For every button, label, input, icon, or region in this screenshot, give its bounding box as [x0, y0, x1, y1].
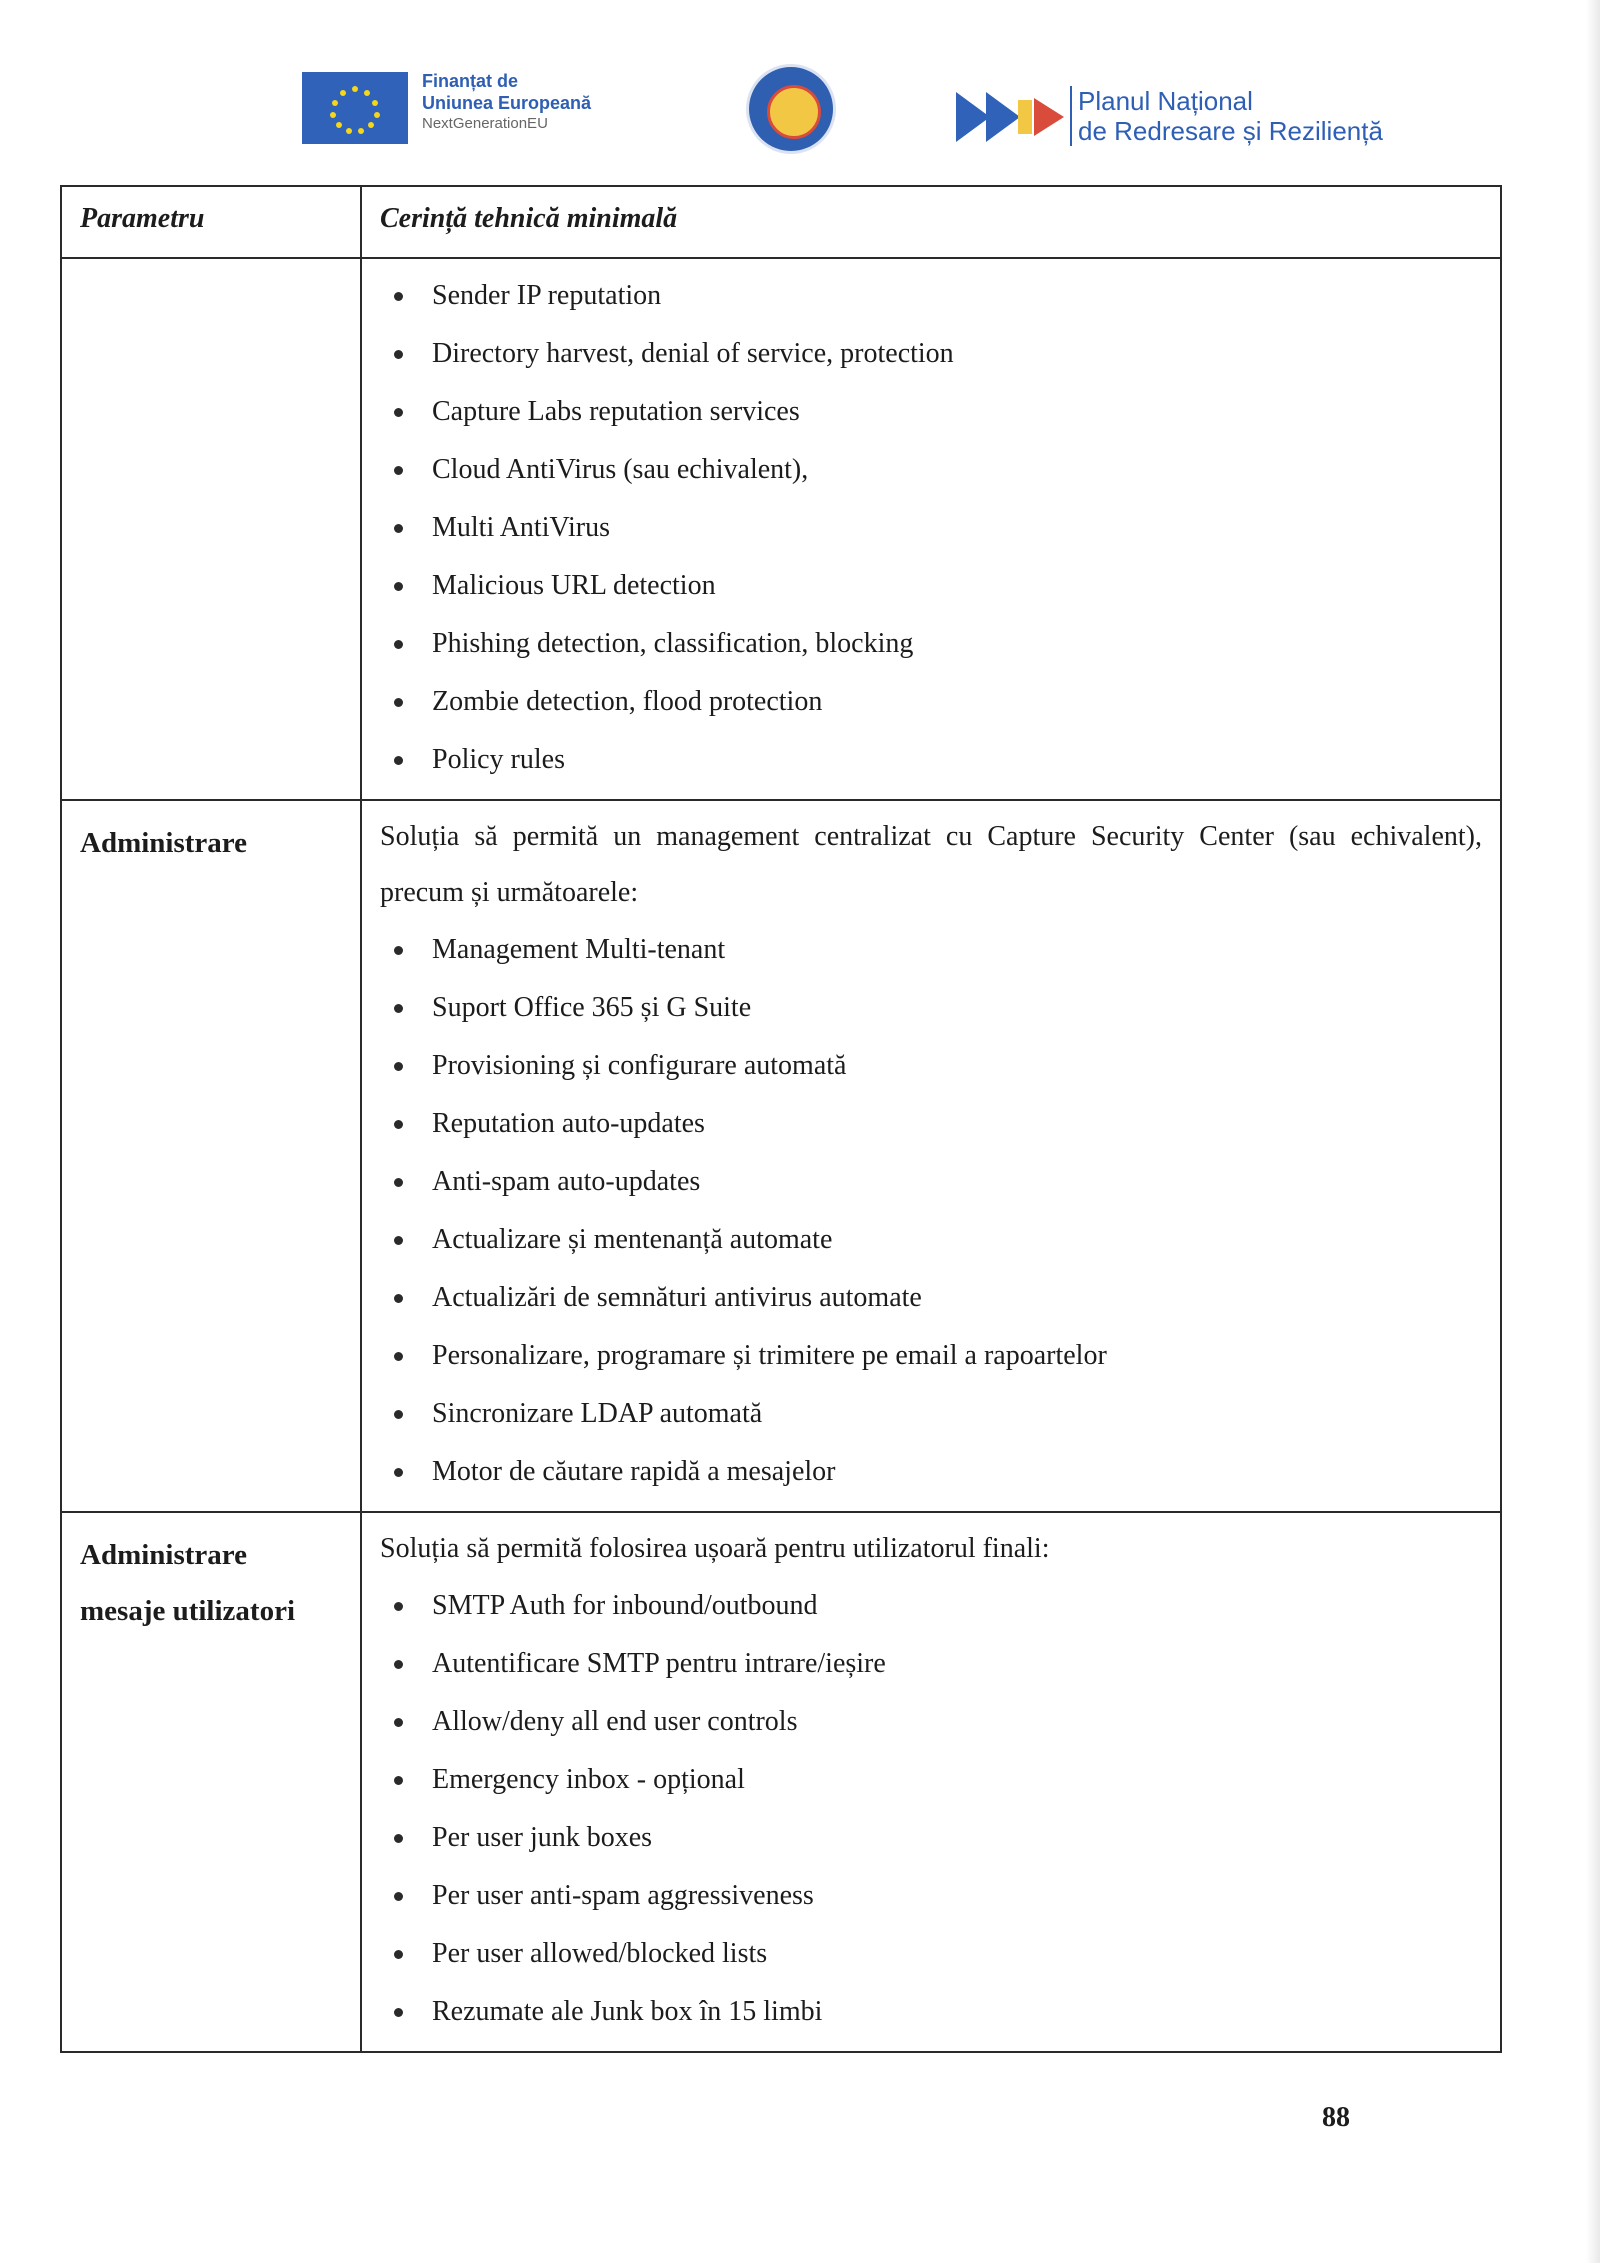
- list-item: Per user junk boxes: [380, 1809, 1482, 1867]
- list-item: Zombie detection, flood protection: [380, 673, 1482, 731]
- romanian-government-seal-logo: [746, 64, 836, 154]
- list-item: Allow/deny all end user controls: [380, 1693, 1482, 1751]
- eu-flag-logo: [302, 72, 408, 144]
- column-header-requirement: Cerință tehnică minimală: [361, 186, 1501, 258]
- technical-requirements-table: [60, 185, 1502, 2053]
- list-item: Emergency inbox - opțional: [380, 1751, 1482, 1809]
- list-item: SMTP Auth for inbound/outbound: [380, 1577, 1482, 1635]
- requirement-cell: [361, 800, 1501, 1512]
- list-item: Per user allowed/blocked lists: [380, 1925, 1482, 1983]
- list-item: Anti-spam auto-updates: [380, 1153, 1482, 1211]
- list-item: Actualizare și mentenanță automate: [380, 1211, 1482, 1269]
- parameter-cell: [61, 1512, 361, 2052]
- requirement-list: [380, 267, 1482, 789]
- list-item: Directory harvest, denial of service, protection: [380, 325, 1482, 383]
- eu-line-3: NextGenerationEU: [422, 115, 548, 132]
- requirement-list: [380, 1577, 1482, 2041]
- pnrr-line-1: Planul Național: [1078, 86, 1253, 116]
- list-item: Autentificare SMTP pentru intrare/ieșire: [380, 1635, 1482, 1693]
- table-row: [61, 800, 1501, 1512]
- list-item: Multi AntiVirus: [380, 499, 1482, 557]
- list-item: Personalizare, programare și trimitere pe email a rapoartelor: [380, 1327, 1482, 1385]
- parameter-line-2: mesaje utilizatori: [80, 1595, 296, 1627]
- column-header-parameter: Parametru: [61, 186, 361, 258]
- list-item: Rezumate ale Junk box în 15 limbi: [380, 1983, 1482, 2041]
- list-item: Sender IP reputation: [380, 267, 1482, 325]
- requirement-intro: Soluția să permită un management centralizat cu Capture Security Center (sau echivalent), precum și următoarele:: [380, 821, 1482, 908]
- parameter-line-1: Administrare: [80, 1539, 248, 1571]
- list-item: Provisioning și configurare automată: [380, 1037, 1482, 1095]
- list-item: Per user anti-spam aggressiveness: [380, 1867, 1482, 1925]
- pnrr-arrow-logo: [956, 84, 1068, 150]
- list-item: Capture Labs reputation services: [380, 383, 1482, 441]
- parameter-cell: Administrare: [61, 800, 361, 1512]
- eu-line-2: Uniunea Europeană: [422, 93, 592, 113]
- eu-line-1: Finanțat de: [422, 71, 519, 91]
- requirement-list: [380, 921, 1482, 1501]
- page-edge: [1586, 0, 1600, 2263]
- list-item: Policy rules: [380, 731, 1482, 789]
- requirement-cell: [361, 1512, 1501, 2052]
- requirement-intro: Soluția să permită folosirea ușoară pentru utilizatorul finali:: [380, 1533, 1050, 1564]
- list-item: Malicious URL detection: [380, 557, 1482, 615]
- list-item: Management Multi-tenant: [380, 921, 1482, 979]
- parameter-cell: [61, 258, 361, 800]
- table-header-row: [61, 186, 1501, 258]
- list-item: Actualizări de semnături antivirus automate: [380, 1269, 1482, 1327]
- page-header: [0, 0, 1600, 170]
- table-row: [61, 1512, 1501, 2052]
- list-item: Sincronizare LDAP automată: [380, 1385, 1482, 1443]
- table-row: [61, 258, 1501, 800]
- requirement-cell: [361, 258, 1501, 800]
- list-item: Suport Office 365 și G Suite: [380, 979, 1482, 1037]
- page-number: 88: [1322, 2102, 1350, 2133]
- pnrr-label: [1070, 86, 1383, 146]
- pnrr-line-2: de Redresare și Reziliență: [1078, 116, 1383, 146]
- eu-funding-label: [422, 70, 591, 134]
- list-item: Motor de căutare rapidă a mesajelor: [380, 1443, 1482, 1501]
- list-item: Reputation auto-updates: [380, 1095, 1482, 1153]
- list-item: Cloud AntiVirus (sau echivalent),: [380, 441, 1482, 499]
- list-item: Phishing detection, classification, blocking: [380, 615, 1482, 673]
